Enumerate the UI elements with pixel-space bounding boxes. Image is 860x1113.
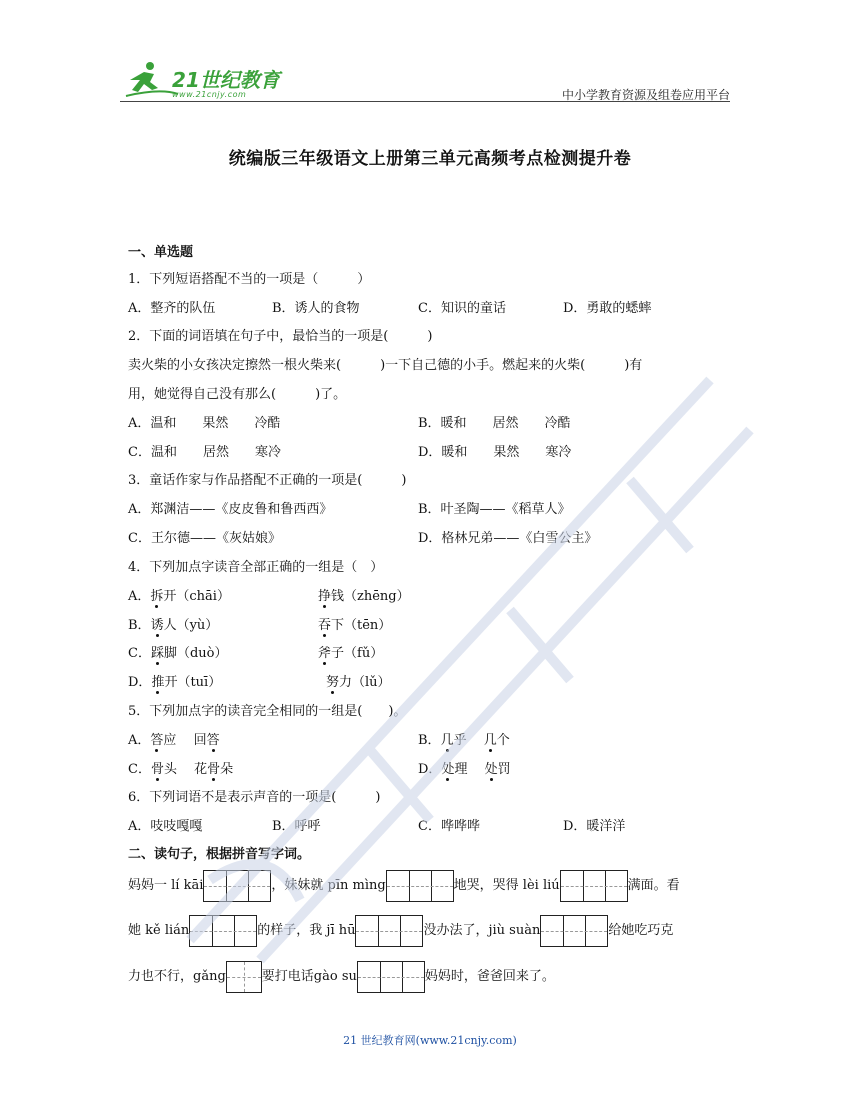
q4-option-c2 <box>318 642 383 661</box>
option-text: 理 <box>454 762 481 777</box>
option-text: 回 <box>193 733 207 748</box>
option-text: 力（lǔ） <box>339 675 391 690</box>
dotted-char: 挣 <box>318 589 332 604</box>
option-text: 脚（duò） <box>163 646 228 661</box>
fill-row-3 <box>128 960 555 994</box>
section-heading-single-choice: 一、单选题 <box>128 245 194 260</box>
option-text: 人（yù） <box>163 618 219 633</box>
q6-option-b: B．呼呼 <box>272 819 321 834</box>
q6-option-c: C．哗哗哗 <box>418 819 480 834</box>
q4-option-d2 <box>326 671 391 690</box>
option-text: 罚 <box>497 762 511 777</box>
q4-option-a2 <box>318 585 410 604</box>
q1-option-d: D．勇敢的蟋蟀 <box>563 301 652 316</box>
answer-grid[interactable] <box>386 870 454 902</box>
header-rule <box>120 101 730 102</box>
q3-option-c: C．王尔德——《灰姑娘》 <box>128 531 281 546</box>
q2-option-a: A．温和 果然 冷酷 <box>128 416 281 431</box>
dotted-char: 处 <box>441 762 455 777</box>
dotted-char: 骨 <box>207 762 221 777</box>
option-text: 钱（zhēng） <box>331 589 410 604</box>
q5-option-b <box>418 729 510 748</box>
section-heading-write-words: 二、读句子，根据拼音写字词。 <box>128 847 311 862</box>
q1-stem: 1．下列短语搭配不当的一项是（ ） <box>128 272 371 287</box>
q3-option-a: A．郑渊洁——《皮皮鲁和鲁西西》 <box>128 502 333 517</box>
dotted-char: 答 <box>150 733 164 748</box>
q5-option-d <box>418 758 511 777</box>
sentence-text: ，妹妹就 pīn mìng <box>271 878 386 893</box>
option-letter: B． <box>128 618 151 633</box>
dotted-char: 拆 <box>150 589 164 604</box>
q4-option-c <box>128 642 228 661</box>
q5-option-c <box>128 758 233 777</box>
answer-grid[interactable] <box>357 961 425 993</box>
dotted-char: 几 <box>440 733 454 748</box>
option-letter: C． <box>128 762 151 777</box>
dotted-char: 答 <box>206 733 220 748</box>
sentence-text: 力也不行，gǎng <box>128 969 226 984</box>
dotted-char: 推 <box>151 675 165 690</box>
answer-grid[interactable] <box>203 870 271 902</box>
option-text: 应 <box>163 733 190 748</box>
q6-stem: 6．下列词语不是表示声音的一项是( ) <box>128 790 381 805</box>
q1-option-b: B．诱人的食物 <box>272 301 360 316</box>
q4-option-b <box>128 614 218 633</box>
answer-grid[interactable] <box>540 915 608 947</box>
q2-stem-text: 2．下面的词语填在句子中，最恰当的一项是( ) <box>128 329 433 344</box>
q3-option-b: B．叶圣陶——《稻草人》 <box>418 502 571 517</box>
q4-option-a <box>128 585 230 604</box>
option-letter: D． <box>128 675 152 690</box>
option-letter: A． <box>128 589 151 604</box>
option-letter: B． <box>418 733 441 748</box>
platform-tagline: 中小学教育资源及组卷应用平台 <box>561 88 730 102</box>
sentence-text: 给她吃巧克 <box>608 923 674 938</box>
dotted-char: 踩 <box>150 646 164 661</box>
logo-url: www.21cnjy.com <box>172 90 247 99</box>
q6-option-d: D．暖洋洋 <box>563 819 626 834</box>
dotted-char: 几 <box>483 733 497 748</box>
sentence-text: 她 kě lián <box>128 923 190 938</box>
q4-stem: 4．下列加点字读音全部正确的一组是（ ） <box>128 560 384 575</box>
option-text: 朵 <box>220 762 234 777</box>
option-text: 开（chāi） <box>163 589 230 604</box>
q5-stem: 5．下列加点字的读音完全相同的一组是( )。 <box>128 704 407 719</box>
q2-option-b: B．暖和 居然 冷酷 <box>418 416 571 431</box>
sentence-text: 妈妈一 lí kāi <box>128 878 204 893</box>
option-text: 头 <box>163 762 190 777</box>
sentence-text: 的样子，我 jī hū <box>257 923 356 938</box>
option-text: 花 <box>194 762 208 777</box>
page-header <box>120 58 730 102</box>
q4-option-d <box>128 671 221 690</box>
page-footer: 21 世纪教育网(www.21cnjy.com) <box>343 1034 517 1047</box>
q3-option-d: D．格林兄弟——《白雪公主》 <box>418 531 598 546</box>
logo-text: 21世纪教育 <box>172 68 280 92</box>
q1-option-c: C．知识的童话 <box>418 301 506 316</box>
dotted-char: 处 <box>484 762 498 777</box>
option-letter: C． <box>128 646 151 661</box>
page-title: 统编版三年级语文上册第三单元高频考点检测提升卷 <box>228 149 632 169</box>
dotted-char: 诱 <box>150 618 164 633</box>
dotted-char: 吞 <box>318 618 332 633</box>
q1-option-a: A．整齐的队伍 <box>128 301 216 316</box>
runner-logo-icon <box>126 62 178 96</box>
option-text: 子（fǔ） <box>331 646 384 661</box>
option-text: 开（tuī） <box>164 675 222 690</box>
option-letter: D． <box>418 762 442 777</box>
answer-grid[interactable] <box>355 915 423 947</box>
sentence-text: 要打电话gào su <box>261 969 357 984</box>
fill-row-2 <box>128 914 673 948</box>
q2-sentence-line1: 卖火柴的小女孩决定擦然一根火柴来( )一下自己德的小手。燃起来的火柴( )有 <box>128 358 643 373</box>
option-text: 乎 <box>453 733 480 748</box>
option-text: 下（tēn） <box>331 618 392 633</box>
q3-stem: 3．童话作家与作品搭配不正确的一项是( ) <box>128 473 407 488</box>
dotted-char: 努 <box>326 675 340 690</box>
dotted-char: 骨 <box>150 762 164 777</box>
answer-grid[interactable] <box>189 915 257 947</box>
answer-grid[interactable] <box>560 870 628 902</box>
q4-option-b2 <box>318 614 391 633</box>
option-letter: A． <box>128 733 151 748</box>
answer-grid[interactable] <box>226 961 262 993</box>
sentence-text: 没办法了，jiù suàn <box>423 923 541 938</box>
fill-row-1 <box>128 869 680 903</box>
q5-option-a <box>128 729 220 748</box>
q6-option-a: A．吱吱嘎嘎 <box>128 819 203 834</box>
option-text: 个 <box>496 733 510 748</box>
sentence-text: 地哭，哭得 lèi liú <box>453 878 560 893</box>
q2-sentence-line2: 用，她觉得自己没有那么( )了。 <box>128 387 347 402</box>
sentence-text: 满面。看 <box>627 878 680 893</box>
q2-option-d: D．暖和 果然 寒冷 <box>418 445 572 460</box>
dotted-char: 斧 <box>318 646 332 661</box>
q2-option-c: C．温和 居然 寒冷 <box>128 445 281 460</box>
sentence-text: 妈妈时，爸爸回来了。 <box>424 969 555 984</box>
